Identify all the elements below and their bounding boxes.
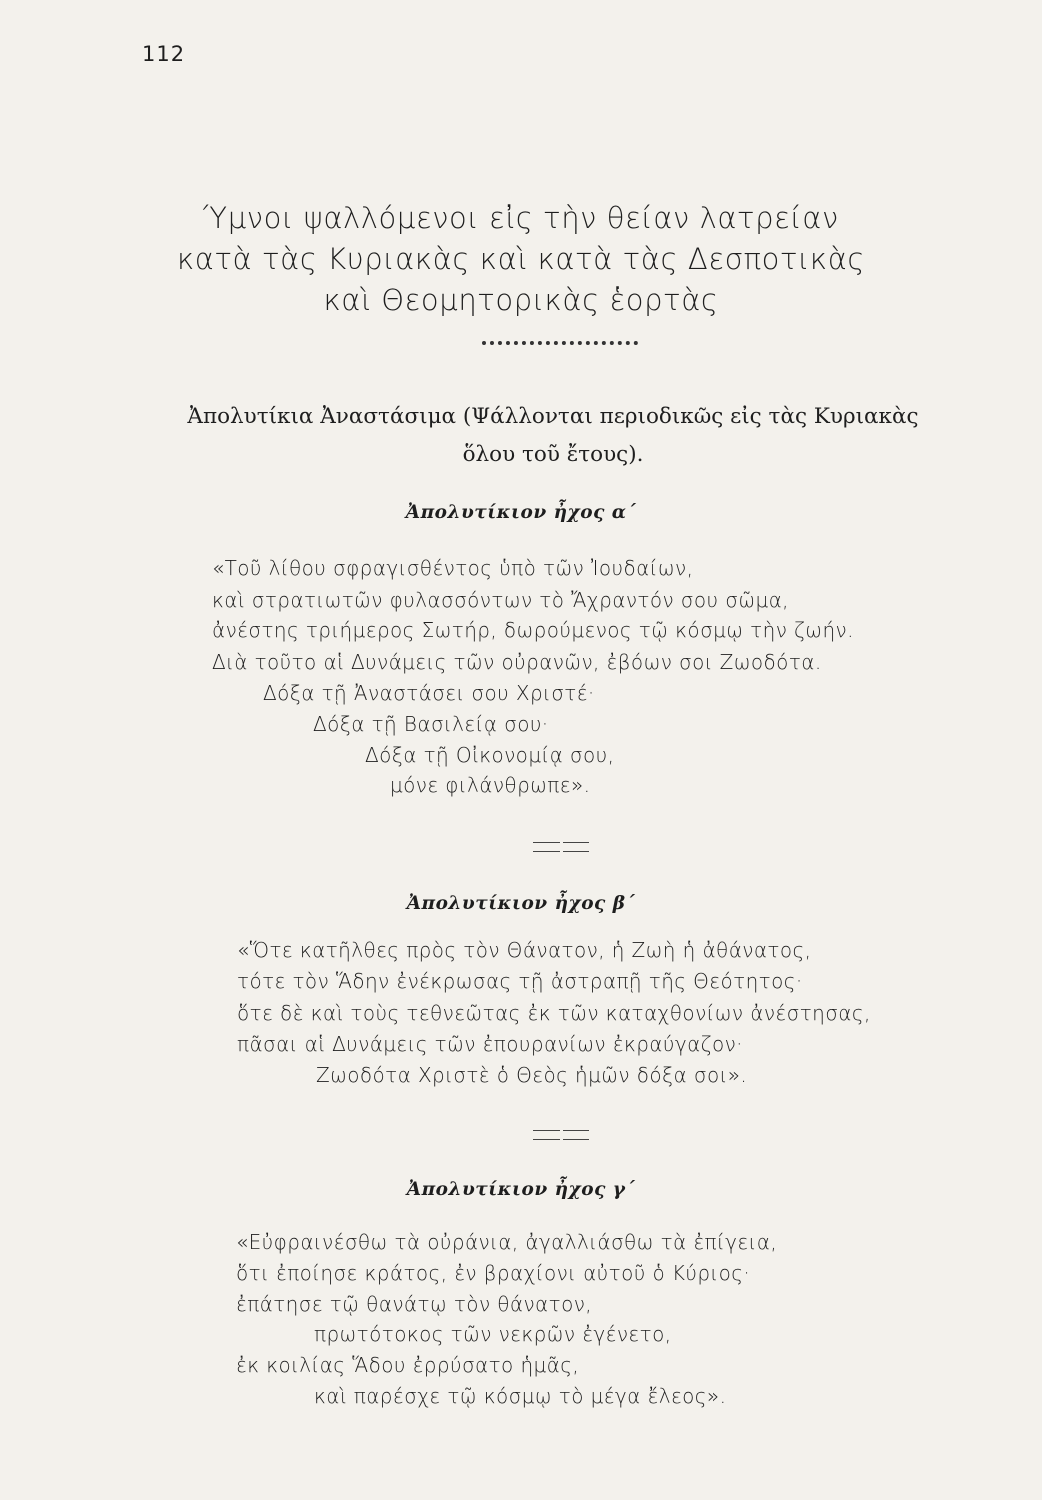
hymn-line: Διὰ τοῦτο αἱ Δυνάμεις τῶν οὐρανῶν, ἐβόων σοι Ζωοδότα. bbox=[212, 650, 822, 674]
hymn-heading: Ἀπολυτίκιον ἦχος β΄ bbox=[406, 893, 636, 914]
hymn-line: ὅτε δὲ καὶ τοὺς τεθνεῶτας ἐκ τῶν καταχθονίων ἀνέστησας, bbox=[237, 1001, 871, 1025]
hymn-line: ἀνέστης τριήμερος Σωτήρ, δωρούμενος τῷ κόσμῳ τὴν ζωήν. bbox=[212, 618, 854, 642]
hymn-line: «Τοῦ λίθου σφραγισθέντος ὑπὸ τῶν Ἰουδαίων, bbox=[212, 556, 694, 580]
hymn-line: Ζωοδότα Χριστὲ ὁ Θεὸς ἡμῶν δόξα σοι». bbox=[316, 1063, 748, 1087]
section-separator bbox=[533, 1130, 589, 1140]
hymn-line: «Εὐφραινέσθω τὰ οὐράνια, ἀγαλλιάσθω τὰ ἐπίγεια, bbox=[236, 1230, 778, 1254]
hymn-heading: Ἀπολυτίκιον ἦχος α΄ bbox=[405, 502, 637, 523]
hymn-heading: Ἀπολυτίκιον ἦχος γ΄ bbox=[406, 1179, 636, 1200]
hymn-line: ἐκ κοιλίας Ἅδου ἐρρύσατο ἡμᾶς, bbox=[236, 1353, 580, 1377]
hymn-line: τότε τὸν Ἅδην ἐνέκρωσας τῇ ἀστραπῇ τῆς Θεότητος· bbox=[237, 969, 803, 993]
hymn-line: πρωτότοκος τῶν νεκρῶν ἐγένετο, bbox=[314, 1322, 672, 1346]
hymn-line: Δόξα τῇ Ἀναστάσει σου Χριστέ· bbox=[263, 681, 595, 705]
section-heading-line: Ἀπολυτίκια Ἀναστάσιμα (Ψάλλονται περιοδικῶς εἰς τὰς Κυριακὰς bbox=[187, 404, 919, 429]
title-line: Ύμνοι ψαλλόμενοι εἰς τὴν θείαν λατρείαν bbox=[203, 201, 839, 235]
title-line: κατὰ τὰς Κυριακὰς καὶ κατὰ τὰς Δεσποτικὰς bbox=[176, 242, 866, 276]
hymn-line: «Ὅτε κατῆλθες πρὸς τὸν Θάνατον, ἡ Ζωὴ ἡ ἀθάνατος, bbox=[237, 938, 812, 962]
section-heading-line: ὅλου τοῦ ἔτους). bbox=[462, 442, 644, 467]
hymn-line: καὶ παρέσχε τῷ κόσμῳ τὸ μέγα ἔλεος». bbox=[314, 1384, 727, 1408]
hymn-line: πᾶσαι αἱ Δυνάμεις τῶν ἐπουρανίων ἐκραύγαζον· bbox=[237, 1032, 743, 1056]
page-number: 112 bbox=[142, 42, 186, 66]
section-separator bbox=[533, 842, 589, 852]
title-line: καὶ Θεομητορικὰς ἑορτὰς bbox=[323, 283, 719, 317]
hymn-line: καὶ στρατιωτῶν φυλασσόντων τὸ Ἄχραντόν σου σῶμα, bbox=[212, 588, 789, 612]
hymn-line: μόνε φιλάνθρωπε». bbox=[390, 773, 591, 797]
dotted-divider bbox=[482, 341, 638, 345]
section-heading bbox=[128, 398, 978, 474]
hymn-line: Δόξα τῇ Οἰκονομίᾳ σου, bbox=[365, 743, 615, 767]
hymn-line: Δόξα τῇ Βασιλείᾳ σου· bbox=[313, 712, 549, 736]
page-title bbox=[0, 198, 1042, 321]
hymn-line: ὅτι ἐποίησε κράτος, ἐν βραχίονι αὐτοῦ ὁ Κύριος· bbox=[236, 1261, 751, 1285]
hymn-line: ἐπάτησε τῷ θανάτῳ τὸν θάνατον, bbox=[236, 1292, 593, 1316]
